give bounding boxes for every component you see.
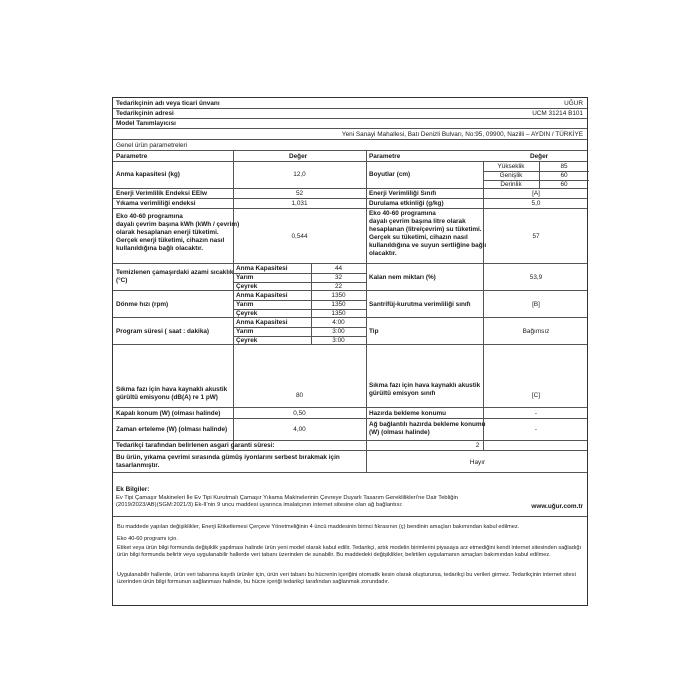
temp-value-quarter: 22 [334,283,343,290]
noise-class-value: [C] [531,392,541,399]
moisture-label: Kalan nem miktarı (%) [369,274,436,281]
duration-value-quarter: 3:00 [332,337,345,344]
general-label: Genel ürün parametreleri [116,142,188,149]
network-label-line: Ağ bağlantılı hazırda bekleme konumu [369,421,486,428]
water-label-line: kullanıldığına ve suyun sertliğine bağlı [369,242,487,249]
supplier-value: UĞUR [564,100,583,107]
noise-label-line: gürültü emisyonu (dB(A) re 1 pW) [116,394,218,401]
general-row [113,140,587,151]
delay-value: 4,00 [293,426,306,433]
footnote-b: Eko 40-60 programı için. [117,536,178,542]
water-label [369,210,486,258]
temp-sub-label-quarter: Çeyrek [236,283,258,290]
speed-sub-label-rated: Anma Kapasitesi [236,292,288,299]
noise-class-line: gürültü emisyon sınıfı [369,390,436,397]
footnote-c: Etiket veya ürün bilgi formunda değişiklik yapılması halinde ürün yeni model olarak kabul edilir. Tedarikçi, artık modelin birimlerini piyasaya arz etmediğini kendi internet sitesinden sağladığı ürün bilgi formunda belirtir veya uygulanabilir hallerde veri tabanı üzerinden de sunabilir. Bu maddedeki değişiklikler, belirtilen uygulamanın amaçları bakımından kabul edilmez. [117,545,582,559]
dim-height-value: 85 [560,163,568,170]
supplier-row [113,98,587,109]
water-label-line: dayalı çevrim başına litre olarak [369,218,466,225]
duration-sub-label-quarter: Çeyrek [236,337,258,344]
extra-line: Ev Tipi Çamaşır Makineleri İle Ev Tipi Kurutmalı Çamaşır Yıkama Makinelerinin Çevreye Duyarlı Tasarım Gereklilikleri'ne Dair Tebliğin [116,495,458,501]
class-value: [A] [532,190,540,197]
duration-value-rated: 4:00 [332,319,345,326]
model-label: Model Tanımlayıcısı [116,120,176,127]
type-value: Bağımsız [522,328,550,335]
dim-width-value: 60 [560,172,568,179]
dim-height-label: Yükseklik [497,163,525,170]
water-label-line: Gerçek su tüketimi, cihazın nasıl [369,234,468,241]
noise-label-line: Sıkma fazı için hava kaynaklı akustik [116,386,228,393]
dim-depth-value: 60 [560,181,568,188]
address-label-row [113,109,587,119]
energy-label-line: olarak hesaplanan enerji tüketimi. [116,229,219,236]
standby-value: - [534,410,538,417]
water-label-line: Eko 40-60 programına [369,210,436,217]
column-header-row [113,151,587,162]
water-label-line: hesaplanan (litre/çevrim) su tüketimi. [369,226,482,233]
eei-label: Enerji Verimlilik Endeksi EEIw [116,190,207,197]
capacity-value: 12,0 [293,171,306,178]
standby-label: Hazırda bekleme konumu [369,410,447,417]
col-param-left: Parametre [116,153,148,160]
address-value: Yeni Sanayi Mahallesi, Batı Denizli Bulvarı, No:95, 09900, Nazilli – AYDIN / TÜRKİYE [341,131,583,138]
spin-class-label: Santrifüj-kurutma verimliliği sınıfı [369,301,471,308]
col-value-right: Değer [530,153,549,160]
water-label-line: olacaktır. [369,250,397,257]
water-value: 57 [532,233,540,240]
network-label [369,421,485,437]
temp-label-line: Temizlenen çamaşırdaki azami sıcaklık [116,269,234,276]
address-label: Tedarikçinin adresi [116,110,174,117]
duration-label: Program süresi ( saat : dakika) [116,328,210,335]
silver-label-line: Bu ürün, yıkama çevrimi sırasında gümüş iyonlarını serbest bırakmak için [116,454,340,461]
duration-sub-label-rated: Anma Kapasitesi [236,319,288,326]
col-value-left: Değer [289,153,308,160]
rinse-value: 5,0 [531,200,541,207]
dim-depth-label: Derinlik [500,181,522,188]
speed-label: Dönme hızı (rpm) [116,301,169,308]
energy-label-line: dayalı çevrim başına kWh (kWh / çevrim) [116,221,240,228]
temp-label [116,269,233,285]
noise-label [116,386,227,402]
class-label: Enerji Verimliliği Sınıfı [369,190,437,197]
wash-value: 1,031 [291,200,308,207]
capacity-label: Anma kapasitesi (kg) [116,171,180,178]
noise-class-label [369,382,480,398]
duration-value-half: 3:00 [332,328,345,335]
temp-sub-label-half: Yarım [236,274,254,281]
wash-label: Yıkama verimliliği endeksi [116,200,196,207]
temp-value-half: 32 [334,274,343,281]
silver-value: Hayır [469,459,486,466]
silver-label [116,454,340,470]
type-label: Tip [369,328,379,335]
footnote-a: Bu maddede yapılan değişiklikler, Enerji Etiketlemesi Çerçeve Yönetmeliğinin 4 üncü maddesinin birinci fıkrasının (ç) bendinin amaçları bakımından kabul edilmez. [117,524,520,530]
model-code: UCM 31214 B101 [532,110,583,117]
speed-sub-label-half: Yarım [236,301,254,308]
extra-title: Ek Bilgiler: [116,486,150,493]
address-row [113,129,587,140]
delay-label: Zaman erteleme (W) (olması halinde) [116,426,228,433]
temp-value-rated: 44 [334,265,343,272]
speed-value-half: 1350 [331,301,346,308]
temp-label-line: (°C) [116,277,128,284]
off-value: 0,50 [293,410,306,417]
energy-label-line: Gerçek enerji tüketimi, cihazın nasıl [116,237,225,244]
warranty-value: 2 [475,442,480,449]
speed-value-rated: 1350 [331,292,346,299]
network-value: - [534,426,538,433]
energy-label [116,213,239,253]
dims-label: Boyutlar (cm) [369,171,411,178]
website-link[interactable]: www.uğur.com.tr [531,503,583,510]
speed-value-quarter: 1350 [331,310,346,317]
model-row [113,119,587,129]
extra-text [116,495,458,509]
extra-line: (2019/2023/AB)(SGM:2021/3) Ek-II'nin 9 uncu maddesi uyarınca imalatçının internet sitesine olan ağ bağlantısı: [116,502,403,509]
warranty-label: Tedarikçi tarafından belirlenen asgari garanti süresi: [116,442,275,449]
rinse-label: Durulama etkinliği (g/kg) [369,200,444,207]
temp-sub-label-rated: Anma Kapasitesi [236,265,288,272]
speed-sub-label-quarter: Çeyrek [236,310,258,317]
dim-width-label: Genişlik [499,172,523,179]
off-label: Kapalı konum (W) (olması halinde) [116,410,221,417]
eei-value: 52 [295,190,304,197]
energy-label-line: kullanıldığına bağlı olacaktır. [116,245,204,252]
footnote-d: Uygulanabilir hallerde, ürün veri tabanına kayıtlı ürünler için, ürün veri tabanı bu hücrenin içeriğini otomatik kesin olarak oluşturursa, tedarikçi bu verileri girmez. Tedarikçinin internet sitesi üzerinden ürün bilgi formunun sağlanması halinde, bu hücre içeriği tedarikçi tarafından sağlanmak zorundadır. [117,572,576,586]
energy-value: 0,544 [291,233,308,240]
network-label-line: (W) (olması halinde) [369,429,430,436]
energy-label-line: Eko 40-60 programına [116,213,183,220]
spin-class-value: [B] [532,301,540,308]
silver-label-line: tasarlanmıştır. [116,462,160,469]
noise-class-line: Sıkma fazı için hava kaynaklı akustik [369,382,481,389]
product-information-sheet [112,97,588,606]
supplier-label: Tedarikçinin adı veya ticari ünvanı [116,100,220,107]
noise-value: 80 [295,392,304,399]
moisture-value: 53,9 [529,274,543,281]
duration-sub-label-half: Yarım [236,328,254,335]
col-param-right: Parametre [369,153,401,160]
